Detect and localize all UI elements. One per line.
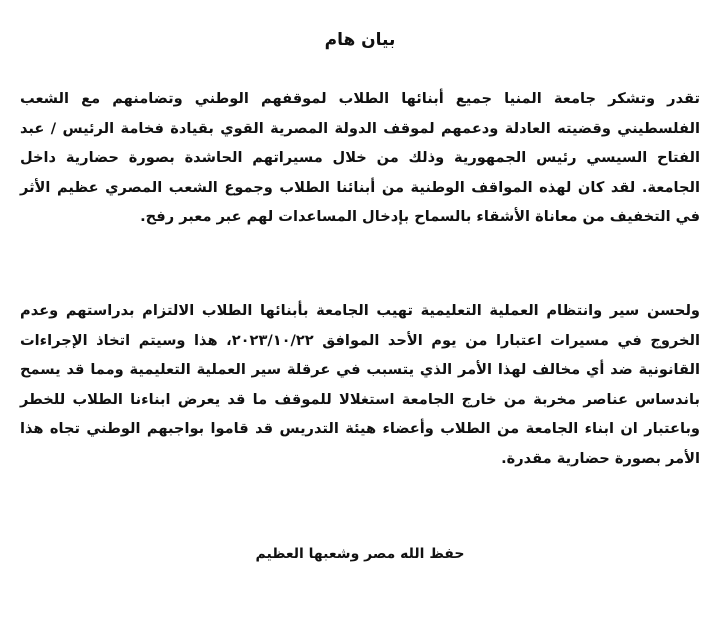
statement-title: بيان هام bbox=[324, 30, 396, 50]
statement-paragraph-2: ولحسن سير وانتظام العملية التعليمية تهيب الجامعة بأبنائها الطلاب الالتزام بدراستهم وعدم الخروج في مسيرات اعتبارا من يوم الأحد الموافق ٢٠٢٣/١٠/٢٢، هذا وسيتم اتخاذ الإجراءات القانونية ضد أي مخالف لهذا الأمر الذي يتسبب في عرقلة سير العملية التعليمية ومما قد يسمح باندساس عناصر مخربة من خارج الجامعة استغلالا للموقف ما قد يعرض ابناءنا الطلاب للخطر وباعتبار ان ابناء الجامعة من الطلاب وأعضاء هيئة التدريس قد قاموا بواجبهم الوطني تجاه هذا الأمر بصورة حضارية مقدرة. bbox=[20, 302, 701, 467]
statement-paragraph-1: تقدر وتشكر جامعة المنيا جميع أبنائها الطلاب لموقفهم الوطني وتضامنهم مع الشعب الفلسطيني وقضيته العادلة ودعمهم لموقف الدولة المصرية القوي بقيادة فخامة الرئيس / عبد الفتاح السيسي رئيس الجمهورية وذلك من خلال مسيراتهم الحاشدة بصورة حضارية داخل الجامعة. لقد كان لهذه المواقف الوطنية من أبنائنا الطلاب وجموع الشعب المصري عظيم الأثر في التخفيف من معاناة الأشقاء بالسماح بإدخال المساعدات لهم عبر معبر رفح. bbox=[20, 90, 700, 225]
statement-closing: حفظ الله مصر وشعبها العظيم bbox=[255, 546, 465, 562]
